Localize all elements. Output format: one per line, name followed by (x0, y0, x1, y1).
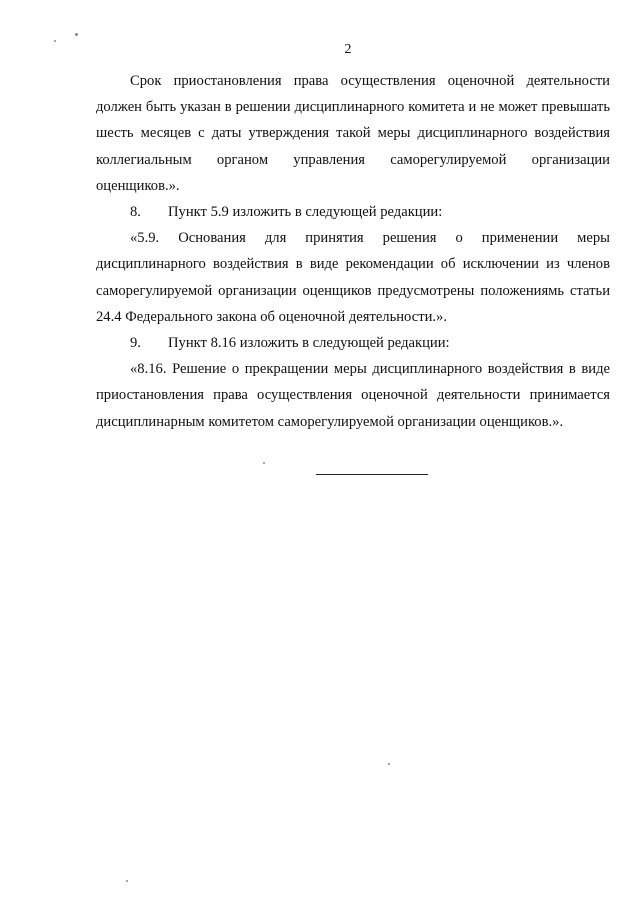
paragraph-5-9: «5.9. Основания для принятия решения о применении меры дисциплинарного воздействия в виде рекомендации об исключении из членов саморегулируемой организации оценщиков предусмотрены положениямь статьи 24.4 Федерального закона об оценочной деятельности.». (96, 230, 610, 325)
scan-speck (263, 462, 265, 464)
item-9 (96, 330, 610, 356)
scan-speck (75, 33, 78, 36)
page-number: 2 (344, 42, 352, 57)
scan-speck (126, 880, 128, 882)
scan-speck (388, 763, 390, 765)
item-9-text: Пункт 8.16 изложить в следующей редакции: (168, 335, 450, 352)
paragraph-8-16: «8.16. Решение о прекращении меры дисциплинарного воздействия в виде приостановления права осуществления оценочной деятельности принимается дисциплинарным комитетом саморегулируемой организации оценщиков.». (96, 361, 610, 430)
item-8-number: 8. (130, 204, 141, 221)
item-8-text: Пункт 5.9 изложить в следующей редакции: (168, 204, 443, 221)
item-8 (96, 199, 610, 225)
item-9-number: 9. (130, 335, 141, 352)
end-rule (316, 474, 428, 475)
document-body (96, 68, 610, 435)
paragraph-suspension-term: Срок приостановления права осуществления оценочной деятельности должен быть указан в решении дисциплинарного комитета и не может превышать шесть месяцев с даты утверждения такой меры дисциплинарного воздействия коллегиальным органом управления саморегулируемой организации оценщиков.». (96, 73, 610, 194)
